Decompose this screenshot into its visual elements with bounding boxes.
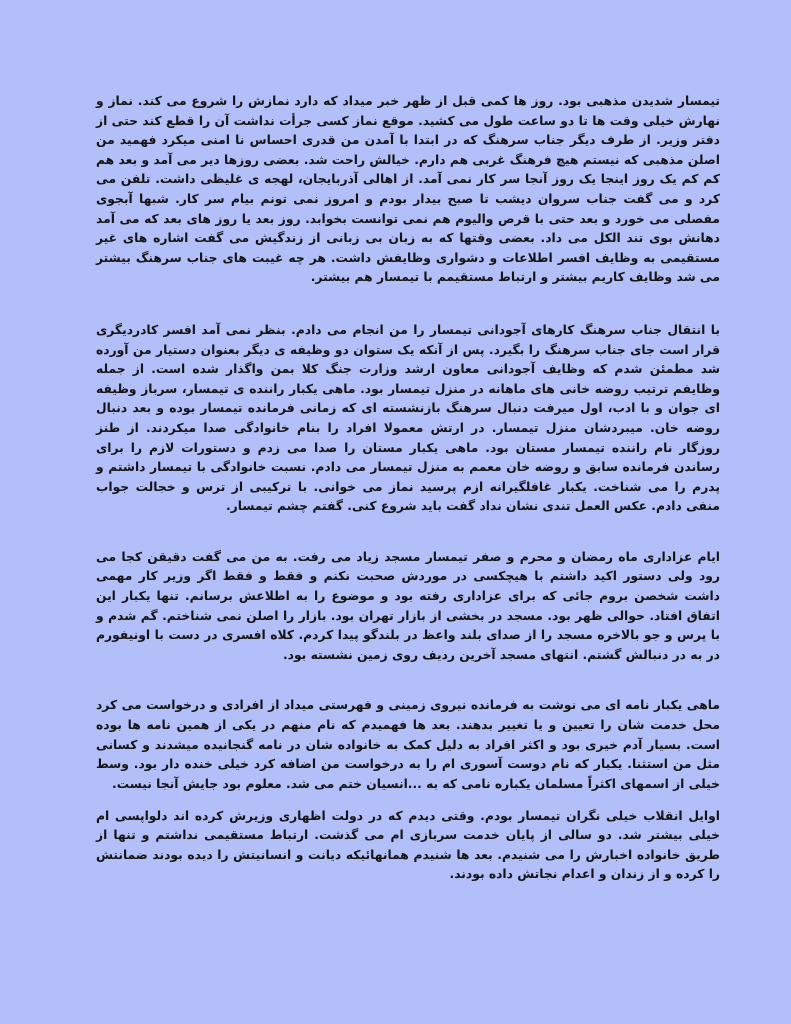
document-body (96, 92, 720, 897)
paragraph-3: ایام عزاداری ماه رمضان و محرم و صفر تیمسار مسجد زیاد می رفت. به من می گفت دقیقن کجا می رود ولی دستور اکید داشتم با هیچکسی در موردش صحبت نکنم و فقط و فقط اگر وزیر کار مهمی داشت شخصن بروم جائی که برای عزاداری رفته بود و موضوع را به اطلاعش برسانم. تنها یکبار این اتفاق افتاد. حوالی ظهر بود. مسجد در بخشی از بازار تهران بود. بازار را اصلن نمی شناختم. گم شدم و با پرس و جو بالاخره مسجد را از صدای بلند واعظ در بلندگو پیدا کردم. کلاه افسری در دست با اونیفورم در به در دنبالش گشتم. انتهای مسجد آخرین ردیف روی زمین نشسته بود. (96, 549, 720, 662)
paragraph-5: اوایل انقلاب خیلی نگران تیمسار بودم. وقتی دیدم که در دولت اظهاری وزیرش کرده اند دلواپسی ام خیلی بیشتر شد. دو سالی از پایان خدمت سربازی ام می گذشت. ارتباط مستقیمی نداشتم و تنها از طریق خانواده اخبارش را می شنیدم. بعد ها شنیدم همانهائیکه دیانت و انسانیتش را دیده بودند ضمانتش را کرده و از زندان و اعدام نجاتش داده بودند. (96, 808, 720, 882)
paragraph-2: با انتقال جناب سرهنگ کارهای آجودانی تیمسار را من انجام می دادم. بنظر نمی آمد افسر کادردیگری قرار است جای جناب سرهنگ را بگیرد. پس از آنکه یک ستوان دو وظیفه ی دیگر بعنوان دستیار من آورده شد مطمئن شدم که وظایف آجودانی معاون ارشد وزارت جنگ کلا بمن واگذار شده است. از جمله وظایفم ترتیب روضه خانی های ماهانه در منزل تیمسار بود. ماهی یکبار راننده ی تیمسار، سرباز وظیفه ای جوان و با ادب، اول میرفت دنبال سرهنگ بازنشسته ای که زمانی فرمانده تیمسار بوده و بعد دنبال روضه خان. میبردشان منزل تیمسار. در ارتش معمولا افراد را بنام خانوادگی صدا میکردند. از طنز روزگار نام راننده تیمسار مستان بود. ماهی یکبار مستان را صدا می زدم و دستورات لازم را برای رساندن فرمانده سابق و روضه خان معمم به منزل تیمسار می دادم. نسبت خانوادگی با تیمسار داشتم و پدرم را می شناخت. یکبار غافلگیرانه ازم پرسید نماز می خوانی. با ترکیبی از ترس و خجالت جواب منفی دادم. عکس العمل تندی نشان نداد گفت باید شروع کنی. گفتم چشم تیمسار. (96, 322, 720, 514)
paragraph-1: تیمسار شدیدن مذهبی بود. روز ها کمی قبل از ظهر خبر میداد که دارد نمازش را شروع می کند. نماز و نهارش خیلی وقت ها تا دو ساعت طول می کشید. موقع نماز کسی جرأت نداشت آن را قطع کند حتی از دفتر وزیر. از طرف دیگر جناب سرهنگ که در ابتدا با آمدن من قدری احساس نا امنی میکرد فهمید من اصلن مذهبی که نیستم هیچ فرهنگ غربی هم دارم. خیالش راحت شد. بعضی روزها دیر می آمد و بعد هم کم کم یک روز اینجا یک روز آنجا سر کار نمی آمد. از اهالی آذربایجان، لهجه ی غلیظی داشت. تلفن می کرد و می گفت جناب سروان دیشب تا صبح بیدار بودم و امروز نمی تونم بیام سر کار. شبها آبجوی مفصلی می خورد و بعد حتی با قرص والیوم هم نمی توانست بخوابد. روز بعد یا روز های بعد که می آمد دهانش بوی تند الکل می داد. بعضی وقتها که به زبان بی زبانی از زندگیش می گفت اشاره های غیر مستقیمی به وظایف افسر اطلاعات و دشواری وظایفش داشت. هر چه غیبت های جناب سرهنگ بیشتر می شد وظایف کاریم بیشتر و ارتباط مستقیمم با تیمسار هم بیشتر. (96, 94, 720, 285)
paragraph-4: ماهی یکبار نامه ای می نوشت به فرمانده نیروی زمینی و فهرستی میداد از افرادی و درخواست می کرد محل خدمت شان را تعیین و یا تغییر بدهند. بعد ها فهمیدم که نام منهم در یکی از همین نامه ها بوده است. بسیار آدم خیری بود و اکثر افراد به دلیل کمک به خانواده شان در نامه گنجانیده میشدند و کسانی مثل من استثنا. یکبار که نام دوست آسوری ام را به درخواست من اضافه کرد خیلی خنده دار بود. وسط خیلی از اسمهای اکثراً مسلمان یکباره نامی که به ...انسیان ختم می شد. معلوم بود جایش آنجا نیست. (96, 698, 720, 791)
